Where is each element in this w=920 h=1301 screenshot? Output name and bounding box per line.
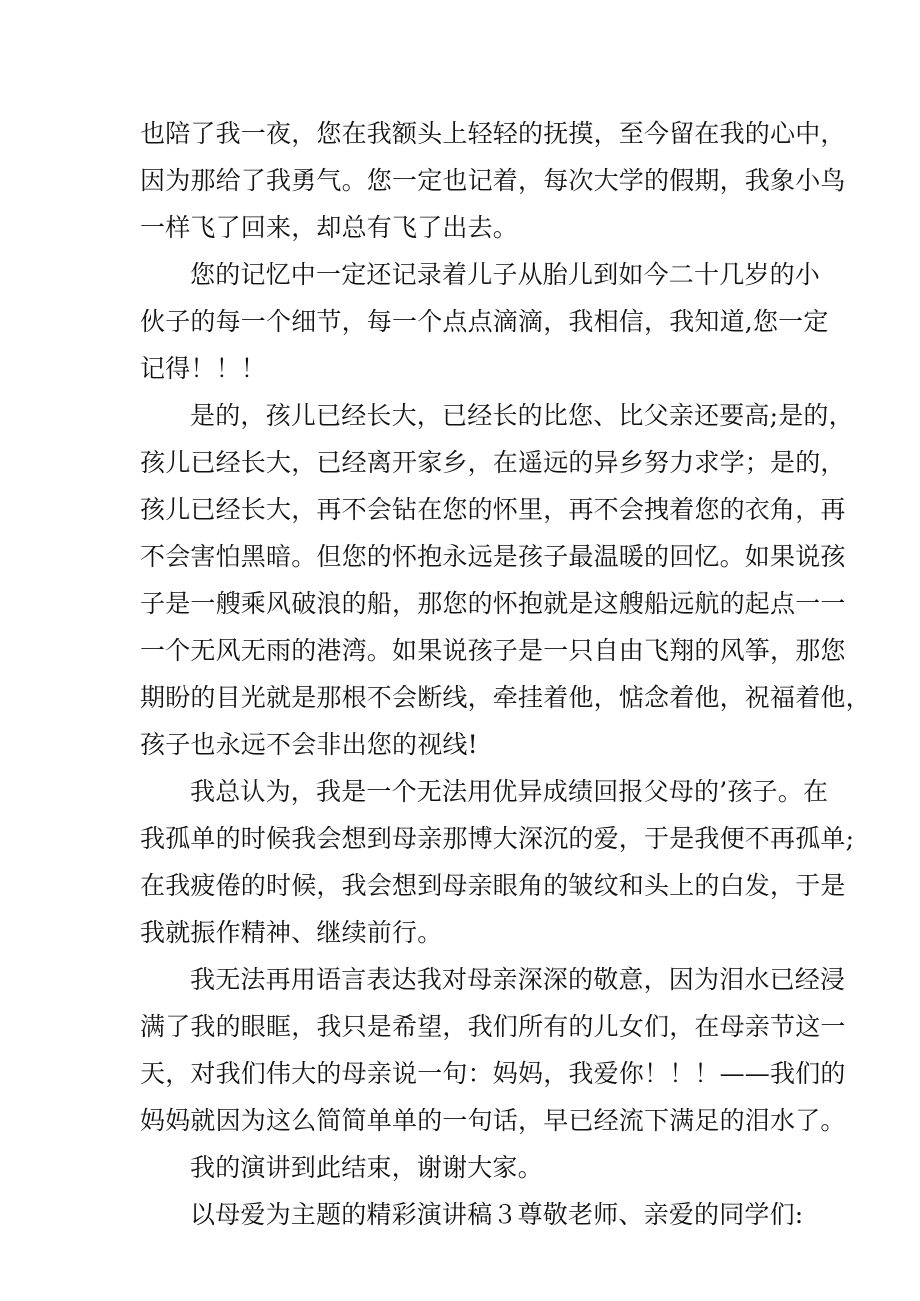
paragraph-3 [140, 392, 871, 768]
text-line: 我就振作精神、继续前行。 [140, 918, 443, 947]
text-line: 您的记忆中一定还记录着儿子从胎儿到如今二十几岁的小 [190, 260, 821, 289]
text-line: 我总认为，我是一个无法用优异成绩回报父母的’孩子。在 [190, 777, 829, 806]
paragraph-7 [140, 1191, 804, 1238]
text-line: 期盼的目光就是那根不会断线，牵挂着他，惦念着他，祝福着他， [140, 683, 871, 712]
text-line: 孩儿已经长大，再不会钻在您的怀里，再不会拽着您的衣角，再 [140, 495, 846, 524]
text-line: 一样飞了回来，却总有飞了出去。 [140, 213, 519, 242]
text-line: 不会害怕黑暗。但您的怀抱永远是孩子最温暖的回忆。如果说孩 [140, 542, 846, 571]
text-line: 子是一艘乘风破浪的船，那您的怀抱就是这艘船远航的起点一一 [140, 589, 846, 618]
text-line: 我的演讲到此结束，谢谢大家。 [190, 1153, 543, 1182]
text-line: 我无法再用语言表达我对母亲深深的敬意，因为泪水已经浸 [190, 965, 846, 994]
text-line: 满了我的眼眶，我只是希望，我们所有的儿女们，在母亲节这一 [140, 1012, 846, 1041]
document-body [140, 110, 871, 1238]
text-line: 孩子也永远不会非出您的视线! [140, 730, 478, 759]
paragraph-1 [140, 110, 846, 251]
text-line: 是的，孩儿已经长大，已经长的比您、比父亲还要高;是的， [190, 401, 854, 430]
text-line: 也陪了我一夜，您在我额头上轻轻的抚摸，至今留在我的心中， [140, 119, 846, 148]
paragraph-5 [140, 956, 846, 1144]
text-line: 伙子的每一个细节，每一个点点滴滴，我相信，我知道,您一定 [140, 307, 829, 336]
text-line: 以母爱为主题的精彩演讲稿３尊敬老师、亲爱的同学们: [190, 1200, 804, 1229]
text-line: 记得！！！ [140, 354, 267, 383]
text-line: 妈妈就因为这么简简单单的一句话，早已经流下满足的泪水了。 [140, 1106, 846, 1135]
text-line: 天，对我们伟大的母亲说一句：妈妈，我爱你！！！——我们的 [140, 1059, 846, 1088]
paragraph-6 [140, 1144, 790, 1191]
paragraph-4 [140, 768, 855, 956]
text-line: 我孤单的时候我会想到母亲那博大深沉的爱，于是我便不再孤单; [140, 824, 855, 853]
text-line: 孩儿已经长大，已经离开家乡，在遥远的异乡努力求学；是的， [140, 448, 846, 477]
paragraph-2 [140, 251, 829, 392]
text-line: 在我疲倦的时候，我会想到母亲眼角的皱纹和头上的白发，于是 [140, 871, 846, 900]
text-line: 因为那给了我勇气。您一定也记着，每次大学的假期，我象小鸟 [140, 166, 846, 195]
text-line: 一个无风无雨的港湾。如果说孩子是一只自由飞翔的风筝，那您 [140, 636, 846, 665]
